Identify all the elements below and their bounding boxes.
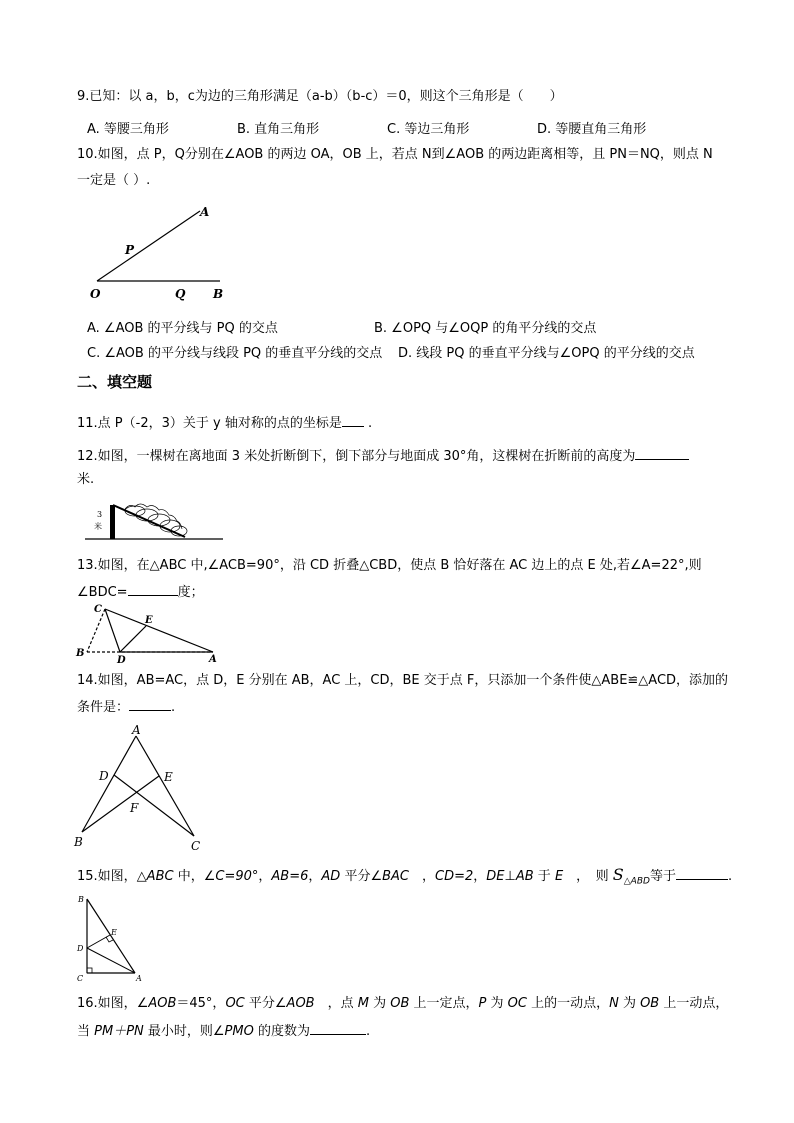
q16-l1-19: 上一动点， bbox=[659, 996, 729, 1011]
q16-l1-1: 16.如图， bbox=[77, 996, 137, 1011]
q16-l1-5: 平分 bbox=[244, 996, 275, 1011]
q16-l1-6: ∠AOB bbox=[274, 996, 315, 1011]
q16-l1-9: 为 bbox=[368, 996, 391, 1011]
q12-line1 bbox=[77, 446, 689, 466]
q15-p12: CD=2 bbox=[435, 869, 474, 884]
q15-p15: 于 bbox=[533, 869, 555, 884]
q13-side-cb bbox=[87, 609, 105, 652]
q14-segment-be bbox=[82, 776, 159, 832]
q15-p17: ， 则 bbox=[563, 869, 613, 884]
q11-blank bbox=[342, 413, 364, 427]
q14-label-f: F bbox=[130, 801, 139, 815]
q10-option-b: B. ∠OPQ 与∠OQP 的角平分线的交点 bbox=[374, 321, 597, 336]
q14-label-e: E bbox=[164, 770, 173, 784]
q12-label-mi: 米 bbox=[94, 522, 102, 531]
q15-text bbox=[77, 866, 732, 891]
q15-right-angle-c bbox=[87, 968, 92, 973]
q13-label-c: C bbox=[94, 604, 102, 615]
q13-fold-cd bbox=[105, 609, 120, 652]
q13-blank bbox=[128, 582, 178, 596]
q13-triangle-figure bbox=[75, 600, 225, 664]
q12-label-3: 3 bbox=[97, 510, 103, 519]
q13-label-a: A bbox=[209, 654, 217, 664]
q13-line2-b: 度； bbox=[177, 585, 204, 600]
q16-l1-12: P bbox=[478, 996, 487, 1011]
q10-option-a: A. ∠AOB 的平分线与 PQ 的交点 bbox=[87, 321, 278, 336]
q16-l1-14: OC bbox=[507, 996, 527, 1011]
q10-option-c: C. ∠AOB 的平分线与线段 PQ 的垂直平分线的交点 bbox=[87, 346, 383, 361]
q16-l1-18: OB bbox=[640, 996, 660, 1011]
q15-p6: AB=6 bbox=[271, 869, 309, 884]
q16-l1-2: ∠AOB bbox=[136, 996, 177, 1011]
q15-p16: E bbox=[554, 869, 564, 884]
q15-p11: ， bbox=[409, 869, 436, 884]
q16-l1-13: 为 bbox=[486, 996, 508, 1011]
q13-side-ca bbox=[105, 609, 213, 652]
q14-segment-dc bbox=[114, 775, 194, 836]
q15-p3: 中， bbox=[173, 869, 204, 884]
q15-label-d: D bbox=[77, 944, 84, 953]
q10-option-d: D. 线段 PQ 的垂直平分线与∠OPQ 的平分线的交点 bbox=[398, 346, 695, 361]
q15-p1: 15.如图， bbox=[77, 869, 137, 884]
q15-p19: . bbox=[727, 869, 733, 884]
q15-s-subscript: △ABD bbox=[623, 876, 650, 887]
q15-p13: ， bbox=[473, 869, 487, 884]
q15-label-c: C bbox=[77, 974, 84, 983]
q9-option-a: A. 等腰三角形 bbox=[87, 122, 169, 137]
q14-label-d: D bbox=[99, 769, 109, 783]
q16-l1-7: ，点 bbox=[314, 996, 358, 1011]
q15-s-symbol: S bbox=[612, 865, 624, 884]
q16-l2-5: 的度数为 bbox=[253, 1024, 310, 1039]
q9-option-d: D. 等腰直角三角形 bbox=[537, 122, 647, 137]
q15-blank bbox=[676, 866, 728, 880]
q14-triangle-figure bbox=[70, 720, 220, 855]
q13-segment-de bbox=[120, 626, 146, 652]
q13-line2-a: ∠BDC= bbox=[77, 585, 128, 600]
q16-line2 bbox=[77, 1021, 370, 1041]
q15-p14: DE⊥AB bbox=[486, 869, 534, 884]
q13-label-d: D bbox=[117, 655, 126, 664]
q12-blank bbox=[635, 446, 689, 460]
q12-trunk bbox=[110, 505, 115, 539]
q11-text bbox=[77, 413, 372, 433]
q14-label-b: B bbox=[74, 835, 83, 849]
q14-blank bbox=[129, 697, 171, 711]
q16-l2-6: . bbox=[366, 1024, 371, 1039]
q16-l1-11: 上一定点， bbox=[409, 996, 479, 1011]
section-title: 二、填空题 bbox=[77, 373, 153, 391]
q12-line1-text: 12.如图，一棵树在离地面 3 米处折断倒下，倒下部分与地面成 30°角，这棵树在折断前的高度为 bbox=[77, 449, 636, 464]
q16-l1-3: ＝45°， bbox=[176, 996, 226, 1011]
q14-line1: 14.如图，AB=AC，点 D，E 分别在 AB，AC 上，CD，BE 交于点 F，只添加一个条件使△ABE≌△ACD，添加的 bbox=[77, 673, 729, 688]
q15-label-e: E bbox=[111, 928, 117, 937]
q10-line1: 10.如图，点 P，Q分别在∠AOB 的两边 OA，OB 上，若点 N到∠AOB 的两边距离相等，且 PN＝NQ，则点 N bbox=[77, 147, 713, 162]
q16-l1-17: 为 bbox=[618, 996, 641, 1011]
q10-label-a: A bbox=[200, 205, 210, 219]
q14-line2 bbox=[77, 697, 175, 717]
q16-l1-15: 上的一动点， bbox=[526, 996, 610, 1011]
q10-angle-figure bbox=[80, 200, 240, 305]
q10-ray-oa bbox=[97, 211, 200, 281]
q12-tree-figure bbox=[85, 495, 225, 545]
q16-l1-10: OB bbox=[390, 996, 410, 1011]
q15-segment-ad bbox=[87, 948, 135, 973]
q13-line1: 13.如图，在△ABC 中,∠ACB=90°，沿 CD 折叠△CBD，使点 B 恰好落在 AC 边上的点 E 处,若∠A=22°,则 bbox=[77, 558, 702, 573]
q13-label-b: B bbox=[76, 648, 85, 659]
q15-p4: ∠C=90° bbox=[203, 869, 259, 884]
q15-segment-de bbox=[87, 935, 110, 948]
q15-triangle-figure bbox=[70, 890, 150, 985]
q16-l2-1: 当 bbox=[77, 1024, 95, 1039]
q15-p9: 平分 bbox=[340, 869, 371, 884]
q16-l1-16: N bbox=[609, 996, 619, 1011]
q9-option-b: B. 直角三角形 bbox=[237, 122, 320, 137]
q15-p5: ， bbox=[258, 869, 272, 884]
q10-label-p: P bbox=[125, 243, 135, 257]
q15-p10: ∠BAC bbox=[370, 869, 409, 884]
q12-line2: 米. bbox=[77, 472, 95, 487]
q11-text-b: . bbox=[363, 416, 373, 431]
q16-l1-4: OC bbox=[225, 996, 245, 1011]
q14-side-ab bbox=[82, 736, 136, 832]
q15-p8: AD bbox=[321, 869, 341, 884]
q14-line2-a: 条件是： bbox=[77, 700, 130, 715]
q12-foliage bbox=[125, 504, 187, 536]
q13-label-e: E bbox=[145, 615, 153, 626]
q16-l1-8: M bbox=[357, 996, 369, 1011]
q15-label-b: B bbox=[78, 895, 84, 904]
q14-label-c: C bbox=[191, 839, 201, 853]
q15-p7: ， bbox=[308, 869, 322, 884]
q15-label-a: A bbox=[136, 974, 142, 983]
q13-line2 bbox=[77, 582, 204, 602]
q9-option-c: C. 等边三角形 bbox=[387, 122, 470, 137]
q10-label-q: Q bbox=[175, 287, 186, 301]
q14-line2-b: . bbox=[171, 700, 176, 715]
q16-line1 bbox=[77, 995, 728, 1013]
q16-l2-2: PM＋PN bbox=[94, 1024, 144, 1039]
q10-label-o: O bbox=[90, 287, 101, 301]
q16-blank bbox=[310, 1021, 366, 1035]
q15-p18: 等于 bbox=[649, 869, 676, 884]
q15-p2: △ABC bbox=[136, 869, 174, 884]
q9-text: 9.已知：以 a，b，c为边的三角形满足（a-b）（b-c）＝0，则这个三角形是（ ） bbox=[77, 89, 563, 104]
q16-l2-4: ∠PMO bbox=[212, 1024, 254, 1039]
q10-line2: 一定是（ ）. bbox=[77, 173, 151, 188]
q10-label-b: B bbox=[213, 287, 224, 301]
q16-l2-3: 最小时，则 bbox=[143, 1024, 213, 1039]
q14-label-a: A bbox=[132, 723, 141, 737]
q11-text-a: 11.点 P（-2，3）关于 y 轴对称的点的坐标是 bbox=[77, 416, 342, 431]
